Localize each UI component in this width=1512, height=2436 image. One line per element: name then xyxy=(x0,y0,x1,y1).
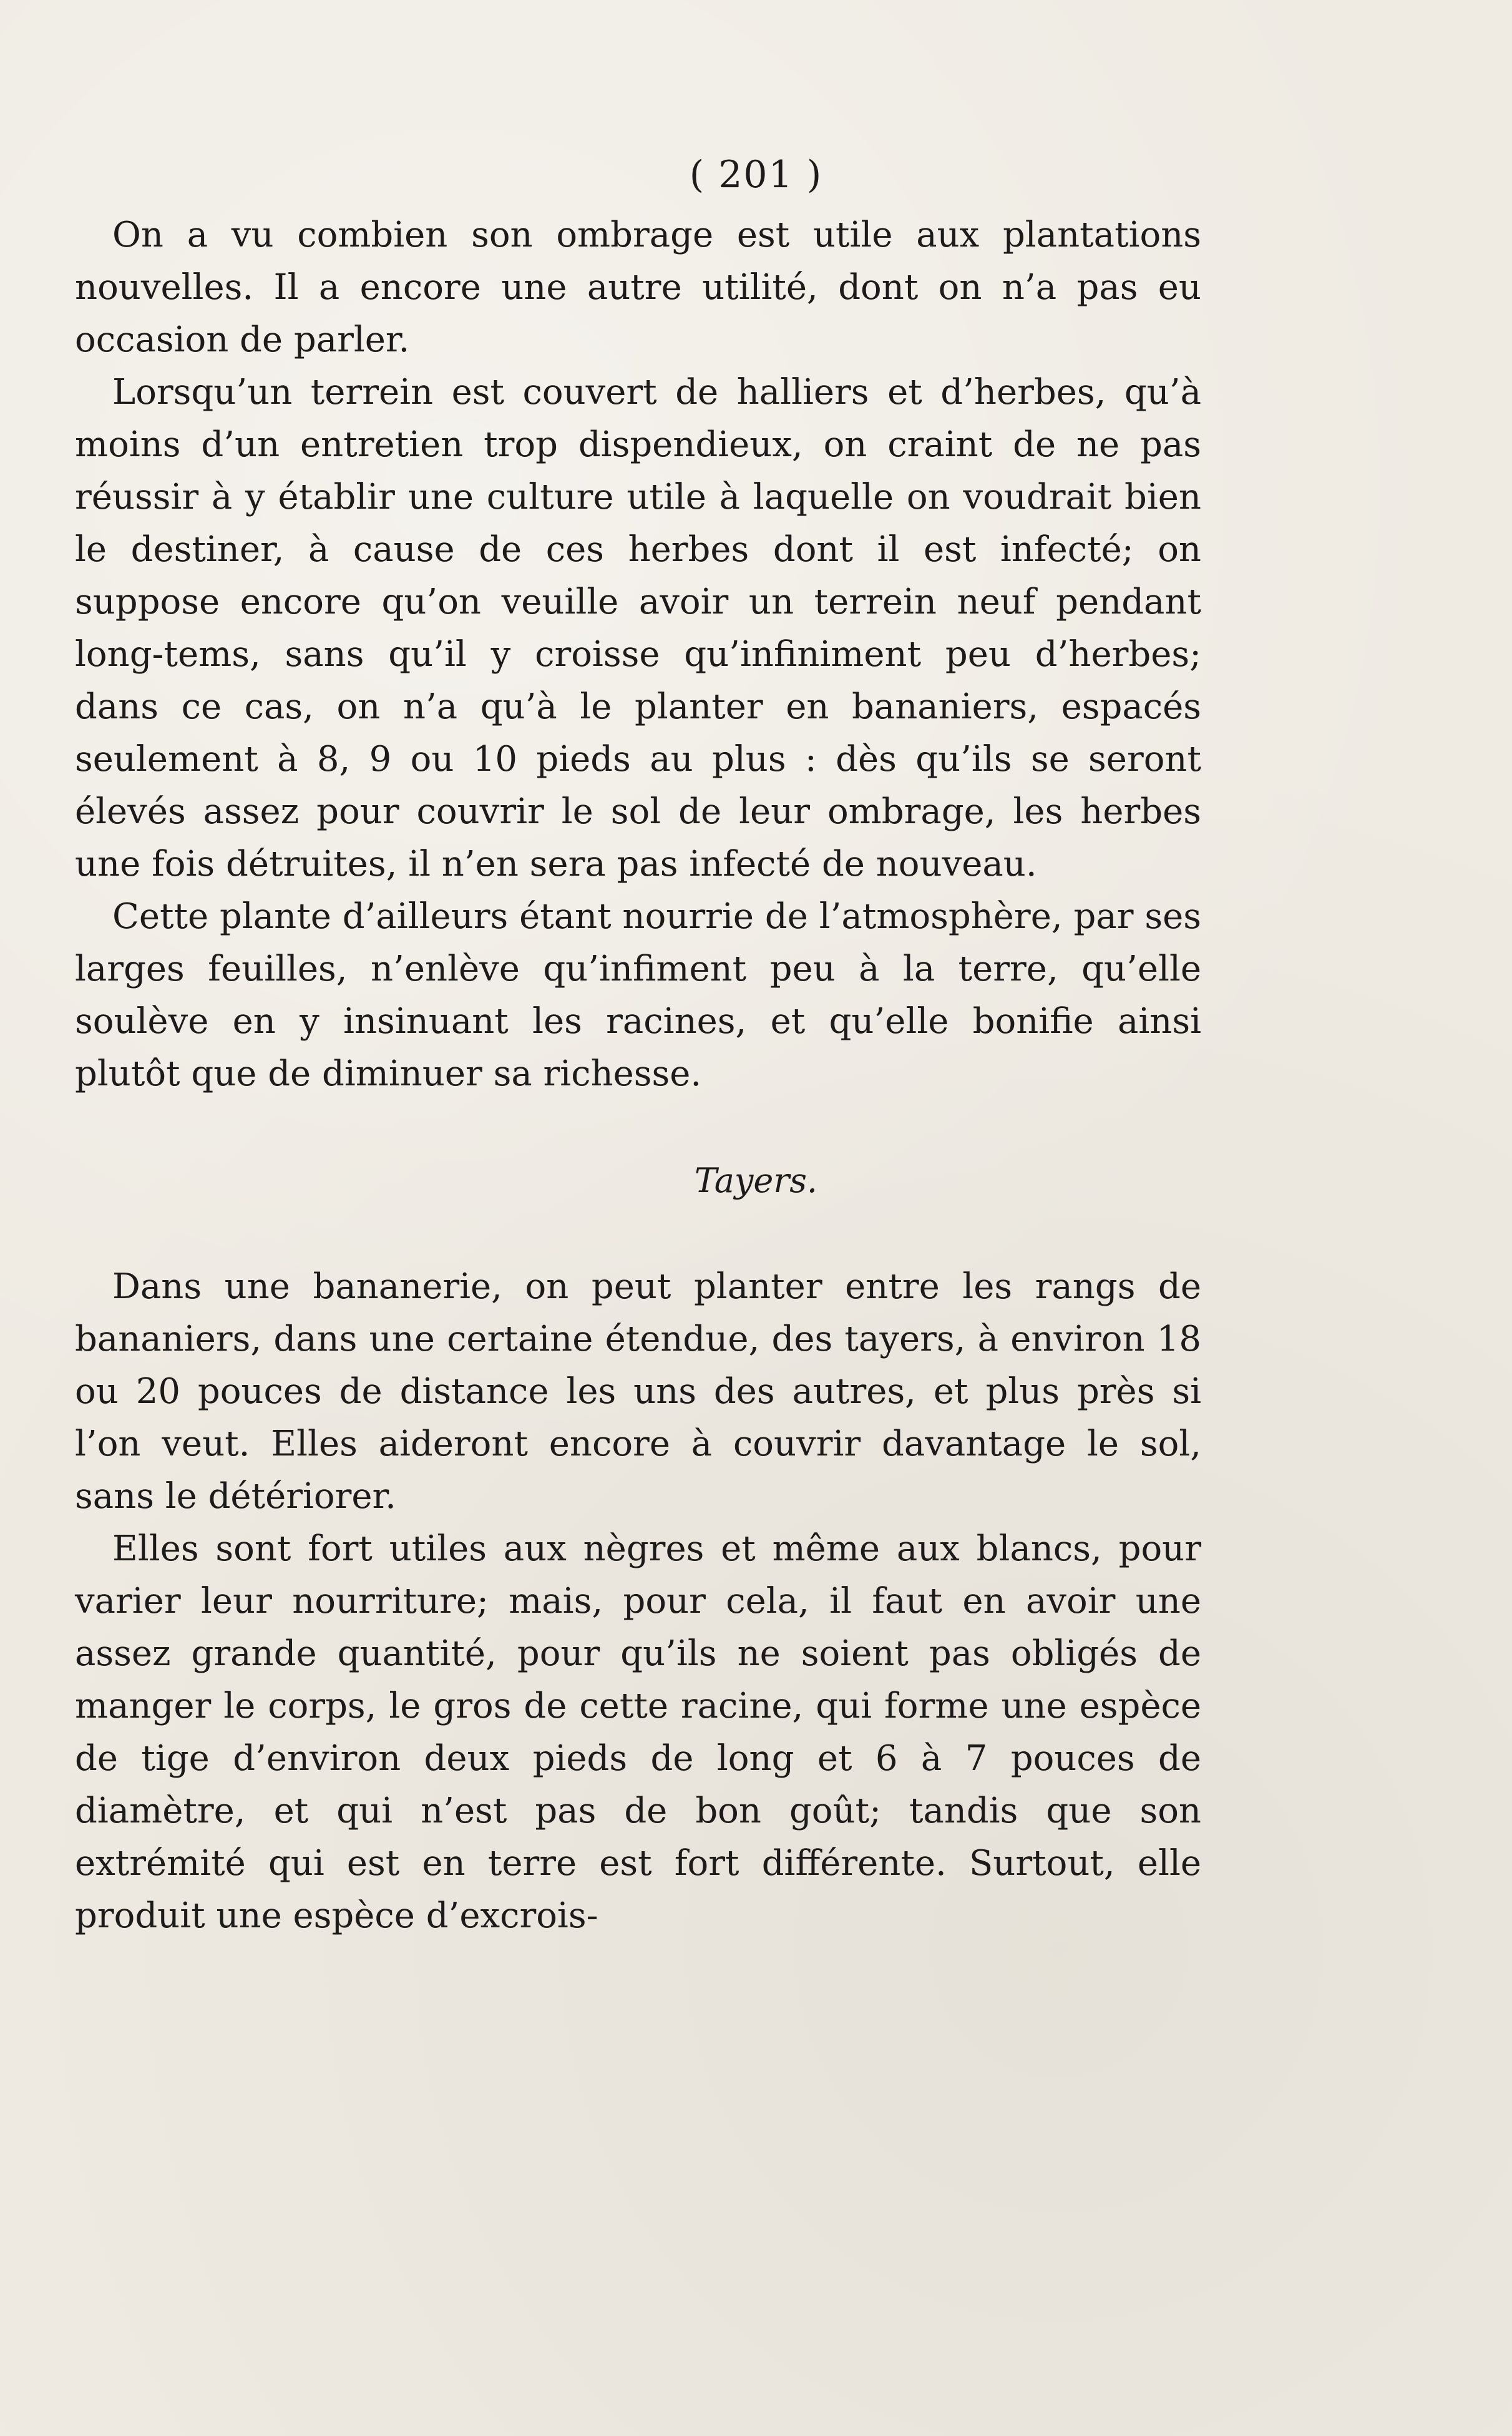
paragraph-3: Cette plante d’ailleurs étant nourrie de l’atmosphère, par ses larges feuilles, n’enlève qu’infiment peu à la terre, qu’elle soulève en y insinuant les racines, et qu’elle bonifie ainsi plutôt que de diminuer sa richesse. xyxy=(75,896,1201,1094)
section-one-text xyxy=(75,209,1201,1100)
page-number: ( 201 ) xyxy=(689,153,823,197)
paragraph-1: On a vu combien son ombrage est utile aux plantations nouvelles. Il a encore une autre utilité, dont on n’a pas eu occasion de parler. xyxy=(75,215,1201,360)
paragraph-5: Elles sont fort utiles aux nègres et même aux blancs, pour varier leur nourriture; mais, pour cela, il faut en avoir une assez grande quantité, pour qu’ils ne soient pas obligés de manger le corps, le gros de cette racine, qui forme une espèce de tige d’environ deux pieds de long et 6 à 7 pouces de diamètre, et qui n’est pas de bon goût; tandis que son extrémité qui est en terre est fort différente. Surtout, elle produit une espèce d’excrois- xyxy=(75,1529,1201,1936)
section-heading: Tayers. xyxy=(694,1161,818,1200)
paragraph-2: Lorsqu’un terrein est couvert de halliers et d’herbes, qu’à moins d’un entretien trop dispendieux, on craint de ne pas réussir à y établir une culture utile à laquelle on voudrait bien le destiner, à cause de ces herbes dont il est infecté; on suppose encore qu’on veuille avoir un terrein neuf pendant long-tems, sans qu’il y croisse qu’infiniment peu d’herbes; dans ce cas, on n’a qu’à le planter en bananiers, espacés seulement à 8, 9 ou 10 pieds au plus : dès qu’ils se seront élevés assez pour couvrir le sol de leur ombrage, les herbes une fois détruites, il n’en sera pas infecté de nouveau. xyxy=(75,372,1201,884)
section-two-text xyxy=(75,1261,1201,1942)
paragraph-4: Dans une bananerie, on peut planter entre les rangs de bananiers, dans une certaine étendue, des tayers, à environ 18 ou 20 pouces de distance les uns des autres, et plus près si l’on veut. Elles aideront encore à couvrir davantage le sol, sans le détériorer. xyxy=(75,1266,1201,1517)
